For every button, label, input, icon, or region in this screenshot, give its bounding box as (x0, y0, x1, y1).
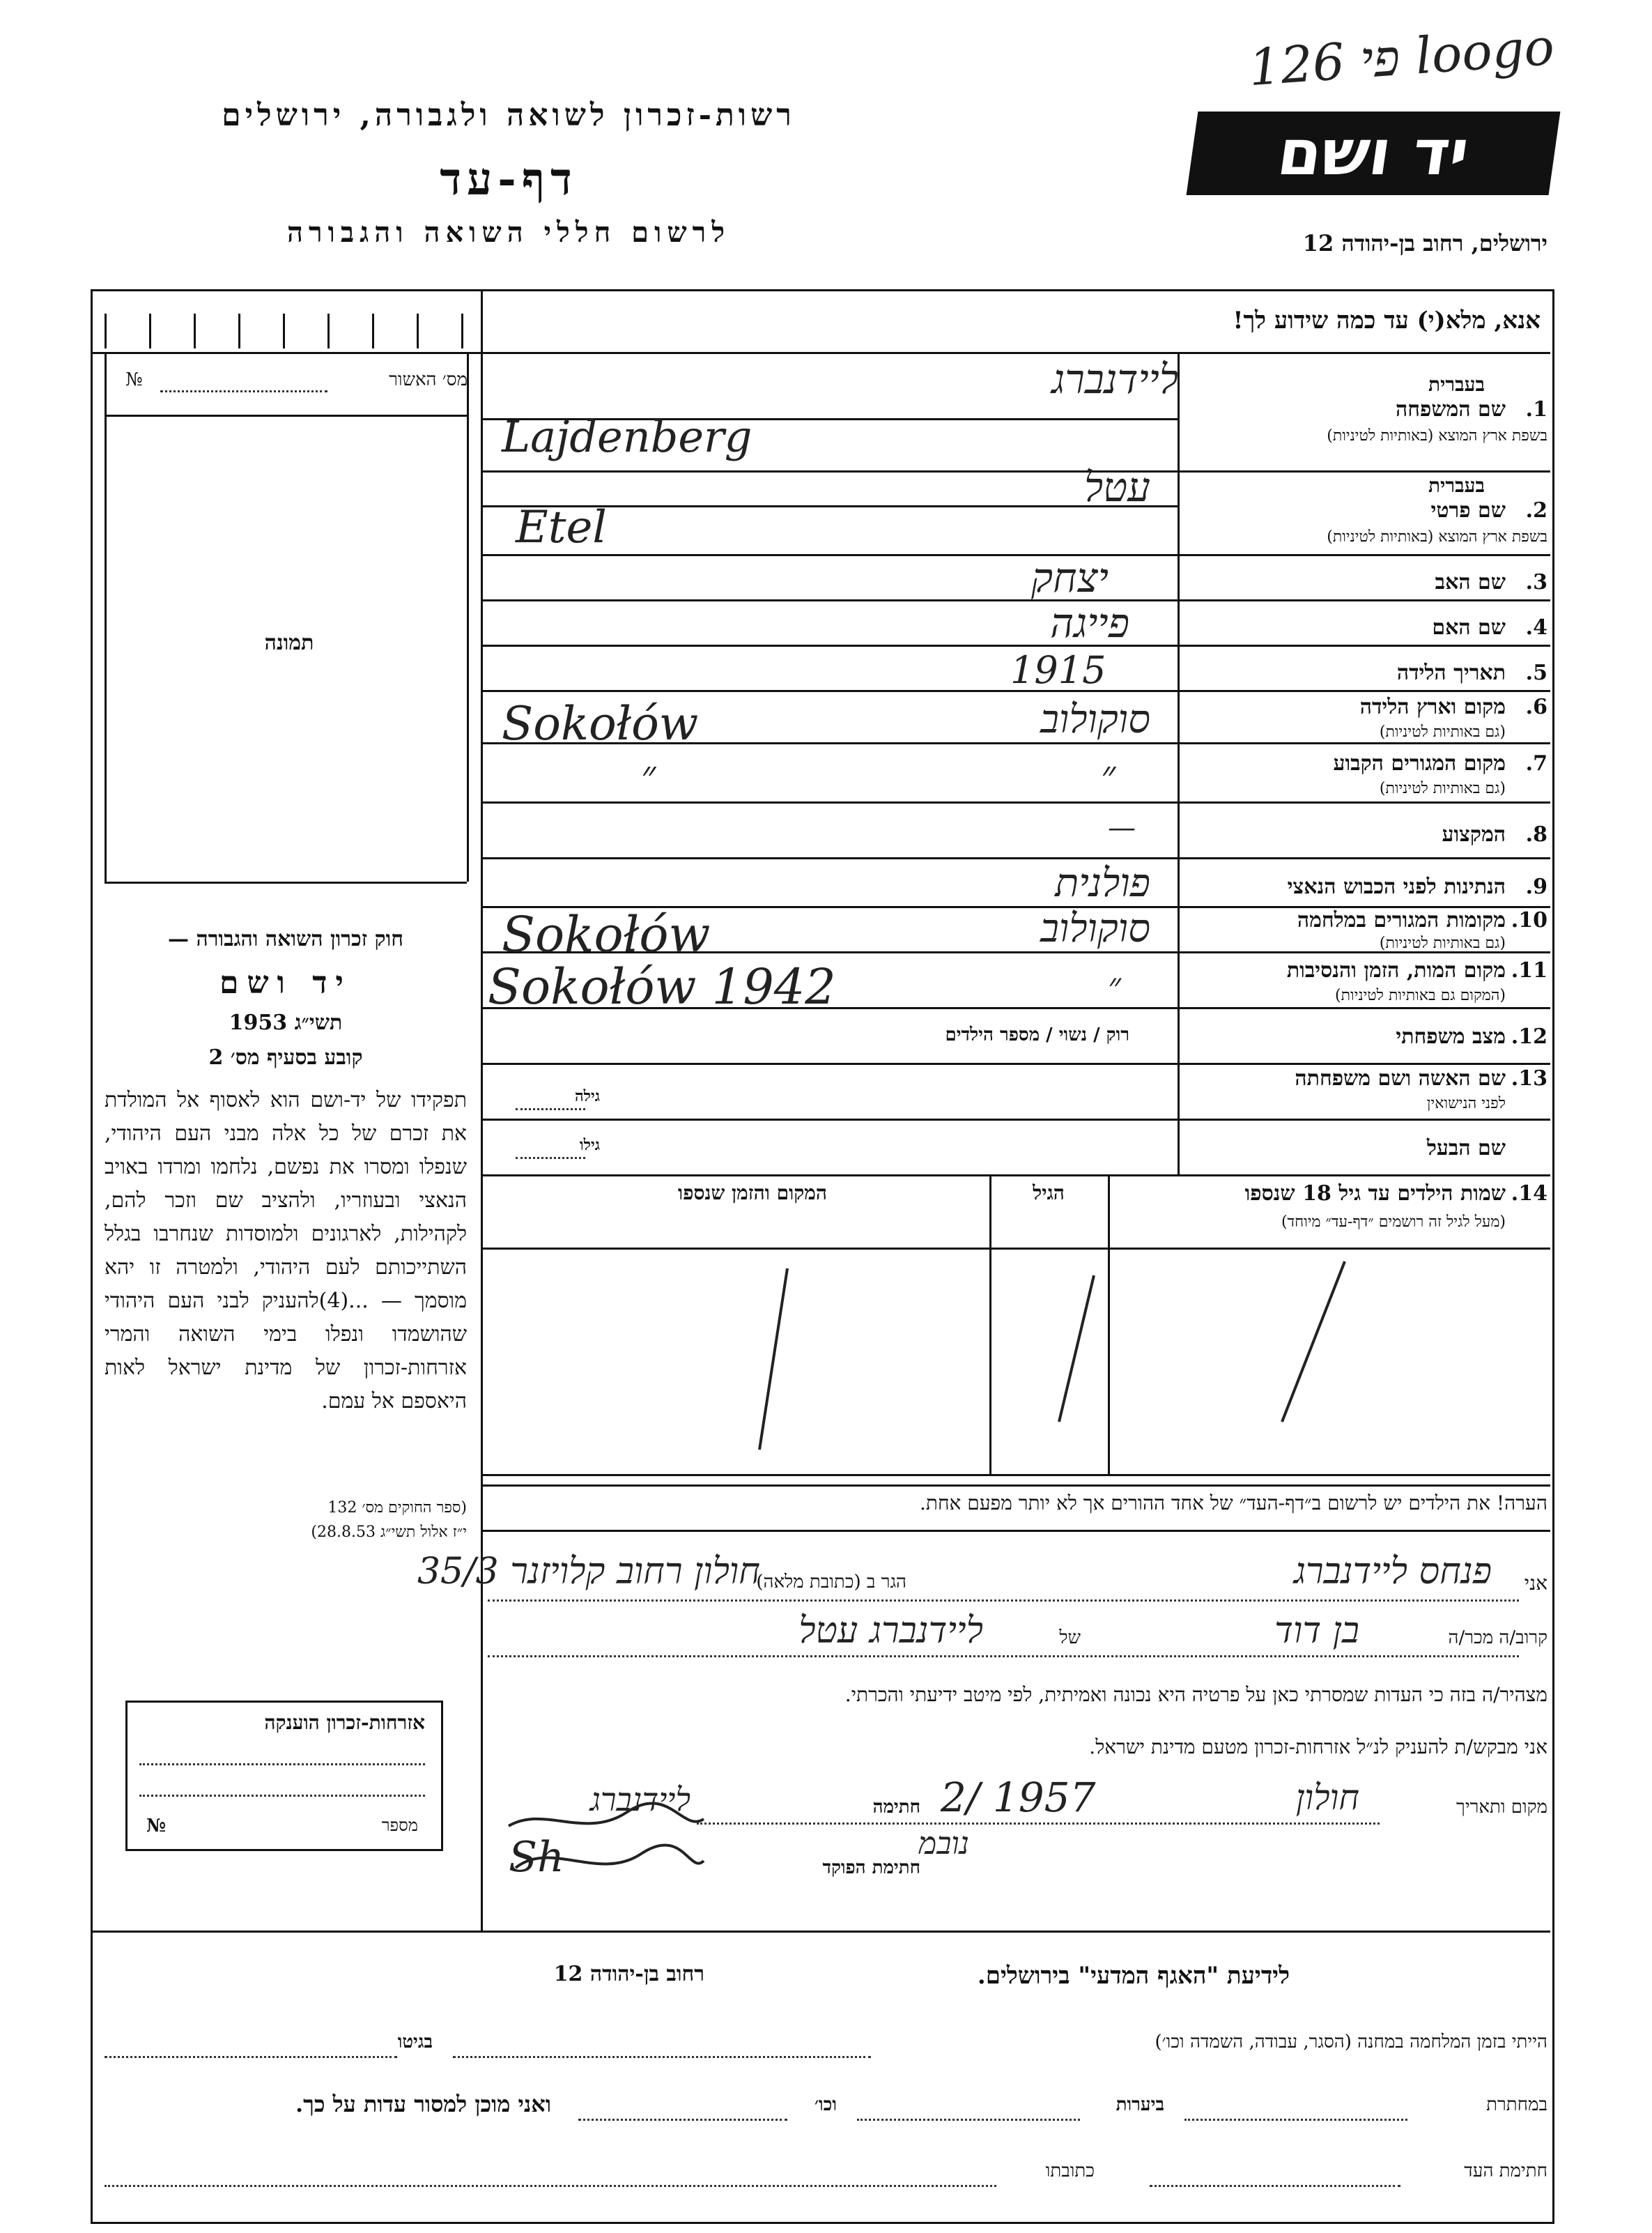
field-5-value: 1915 (1010, 648, 1106, 692)
field-9-label: הנתינות לפני הכבוש הנאצי (1287, 875, 1506, 899)
decl-of-value: ליידנברג עטל (798, 1610, 983, 1652)
top-note: פי 126 loogo (1246, 17, 1557, 98)
row-line (481, 645, 1550, 647)
decl-place-value: חולון (1295, 1777, 1359, 1818)
row-line (481, 1484, 1550, 1487)
certificate-title: אזרחות-זכרון הוענקה (264, 1711, 425, 1734)
law-ref-2: י״ז אלול תשי״ג 28.8.53) (311, 1524, 467, 1541)
row-line (481, 1474, 1550, 1476)
record-label: מס׳ האשור (389, 369, 468, 390)
row-line (481, 554, 1550, 556)
field-6-sub: (גם באותיות לטיניות) (1379, 723, 1506, 741)
cert-dots (139, 1763, 425, 1765)
signature-scribble (502, 1798, 711, 1889)
record-no: № (125, 369, 143, 390)
field-11-num: 11. (1511, 958, 1547, 983)
field-1-value-latin: Lajdenberg (502, 411, 752, 462)
footer-line2-d: ואני מוכן למסור עדות על כך. (295, 2091, 551, 2117)
law-year: תשי״ג 1953 (229, 1011, 343, 1035)
decl-clerk-signature: Sh (509, 1833, 564, 1882)
footer-line2-c: וכו׳ (814, 2094, 837, 2115)
field-4-value: פייגה (1050, 599, 1129, 647)
divider (105, 415, 467, 417)
field-12-num: 12. (1511, 1025, 1547, 1049)
field-11-value-latin: Sokołów 1942 (488, 958, 836, 1015)
cert-no-label: מספר (381, 1816, 418, 1835)
cert-dots (139, 1795, 425, 1797)
decl-request: אני מבקש/ת להעניק לנ״ל אזרחות-זכרון מטעם מדינת ישראל. (1089, 1735, 1547, 1758)
form-title: דף-עד (440, 153, 578, 206)
record-dots (160, 390, 327, 392)
field-5-num: 5. (1525, 661, 1547, 685)
age-wife-dots (516, 1108, 585, 1110)
yad-vashem-logo (1187, 112, 1561, 195)
field-13-age: גילה (575, 1087, 600, 1105)
field-2-value-he: עטל (1084, 463, 1150, 511)
footer-line2-a: במחתרת (1486, 2094, 1547, 2115)
row-line (481, 1174, 1550, 1176)
field-3-value: יצחק (1031, 554, 1109, 601)
row-line (481, 857, 1550, 859)
field-7-value-latin: ״ (641, 753, 656, 798)
footer-title: לידיעת "האגף המדעי" בירושלים. (977, 1962, 1290, 1990)
strike-marks (481, 1248, 1550, 1474)
photo-frame-right (467, 352, 469, 882)
field-13-num: 13. (1511, 1066, 1547, 1091)
law-ref-1: (ספר החוקים מס׳ 132 (327, 1499, 467, 1517)
footer-line1-b: בגיטו (397, 2032, 433, 2052)
field-4-label: שם האם (1432, 615, 1506, 640)
photo-label: תמונה (264, 631, 314, 655)
row-line (481, 801, 1550, 804)
strike-names (1282, 1261, 1345, 1422)
age-col-header: הגיל (1033, 1181, 1065, 1204)
footer-dots (105, 2185, 996, 2187)
footer-dots (453, 2056, 871, 2058)
footer-line1-a: הייתי בזמן המלחמה במחנה (הסגר, עבודה, השמדה וכו׳) (1155, 2032, 1547, 2052)
law-text: תפקידו של יד-ושם הוא לאסוף אל המולדת את זכרם של כל אלה מבני העם היהודי, שנפלו ומסרו את נפשם, נלחמו ומרדו באויב הנאצי ובעוזריו, ולהציב שם וזכר להם, לקהילות, לארגונים ולמוסדות שנחרבו בגלל השתייכותם לעם היהודי, ולמטרה זו יהא מוסמך — ...(4)להעניק לבני העם היהודי שהושמדו ונפלו בימי השואה והמרי אזרחות-זכרון של מדינת ישראל לאות היאספם אל עמם. (105, 1088, 468, 1413)
field-6-label: מקום וארץ הלידה (1359, 695, 1506, 719)
logo-text: יד ושם (1273, 116, 1474, 190)
decl-resident-label: הגר ב (כתובת מלאה) (756, 1572, 906, 1593)
field-14-sub: (מעל לגיל זה רושמים ״דף-עד״ מיוחד) (1281, 1213, 1506, 1231)
field-7-value-he: ״ (1101, 753, 1116, 798)
field-7-label: מקום המגורים הקבוע (1333, 751, 1506, 776)
field-1-label: שם המשפחה (1395, 397, 1506, 422)
decl-i-label: אני (1524, 1572, 1547, 1595)
field-10-value-latin: Sokołów (502, 906, 711, 963)
sidebar-divider (481, 289, 483, 1931)
form-subtitle: לרשום חללי השואה והגבורה (286, 216, 731, 249)
tick-row (105, 314, 467, 348)
decl-place-date-label: מקום ותאריך (1456, 1797, 1547, 1818)
decl-relative-value: בן דוד (1274, 1610, 1359, 1652)
row-line (481, 599, 1550, 601)
field-2-sub: בשפת ארץ המוצא (באותיות לטיניות) (1327, 528, 1547, 546)
field-4-num: 4. (1525, 615, 1547, 640)
footer-line3-a: חתימת העד (1464, 2161, 1547, 2181)
footer-dots (105, 2056, 397, 2058)
org-name: רשות-זכרון לשואה ולגבורה, ירושלים (222, 98, 796, 133)
field-10-label: מקומות המגורים במלחמה (1297, 908, 1506, 933)
field-12-options: רוק / נשוי / מספר הילדים (945, 1025, 1129, 1045)
husband-label: שם הבעל (1426, 1136, 1506, 1160)
field-10-value-he: סוקולוב (1040, 906, 1150, 951)
field-14-label: שמות הילדים עד גיל 18 שנספו (1244, 1181, 1506, 1206)
decl-resident-value: חולון רחוב קלויזנר 35/3 (417, 1551, 760, 1593)
strike-age (1059, 1275, 1094, 1422)
field-2-num: 2. (1525, 498, 1547, 523)
field-3-label: שם האב (1435, 570, 1506, 594)
field-8-num: 8. (1525, 822, 1547, 847)
decl-signature-label: חתימה (872, 1797, 920, 1818)
decl-dots (697, 1823, 1380, 1825)
note-text: הערה! את הילדים יש לרשום ב״דף-העד״ של אחד ההורים אך לא יותר מפעם אחת. (919, 1491, 1547, 1514)
footer-address: רחוב בן-יהודה 12 (553, 1962, 704, 1986)
footer-line3-b: כתובתו (1045, 2161, 1095, 2181)
decl-dots (488, 1599, 1519, 1602)
label-column-divider (1178, 352, 1180, 1174)
decl-i-value: פנחס ליידנברג (1293, 1551, 1492, 1593)
field-7-sub: (גם באותיות לטיניות) (1379, 780, 1506, 797)
field-6-value-latin: Sokołów (502, 697, 699, 751)
field-1-sub: בשפת ארץ המוצא (באותיות לטיניות) (1327, 427, 1547, 445)
field-2-label: שם פרטי (1430, 498, 1506, 523)
field-1-hebrew: בעברית (1428, 373, 1485, 396)
field-11-value-he: ״ (1108, 965, 1121, 1006)
field-12-label: מצב משפחתי (1396, 1025, 1506, 1049)
footer-dots (1184, 2119, 1407, 2121)
age-husband-dots (516, 1157, 585, 1159)
place-col-header: המקום והזמן שנספו (678, 1181, 827, 1204)
law-clause: קובע בסעיף מס׳ 2 (208, 1045, 363, 1070)
footer-dots (1150, 2185, 1400, 2187)
decl-of-label: של (1059, 1627, 1081, 1648)
field-7-num: 7. (1525, 751, 1547, 776)
divider (481, 352, 1550, 354)
field-5-label: תאריך הלידה (1396, 661, 1506, 685)
scribble-stroke (509, 1803, 704, 1868)
decl-date-value: 2/ 1957 (941, 1774, 1096, 1821)
law-name: יד ושם (219, 965, 352, 1001)
row-line (481, 1063, 1550, 1065)
decl-clerk-label: חתימת הפוקד (822, 1857, 920, 1878)
decl-relative-label: קרוב/ה מכר/ה (1448, 1627, 1547, 1648)
footer-divider (91, 1931, 1550, 1933)
footer-dots (857, 2119, 1080, 2121)
footer-line2-b: ביערות (1116, 2094, 1164, 2115)
field-10-sub: (גם באותיות לטיניות) (1379, 935, 1506, 952)
divider (481, 1530, 1550, 1532)
law-title: חוק זכרון השואה והגבורה — (168, 927, 403, 951)
field-14-num: 14. (1511, 1181, 1547, 1206)
field-10-num: 10. (1511, 908, 1547, 933)
divider (91, 352, 481, 354)
photo-frame-left (105, 352, 107, 882)
photo-frame-bottom (105, 882, 467, 884)
decl-date-month: נובמ (918, 1826, 969, 1862)
header-address: ירושלים, רחוב בן-יהודה 12 (1302, 230, 1547, 256)
field-8-value: — (1108, 812, 1136, 844)
field-11-sub: (המקום גם באותיות לטיניות) (1335, 987, 1506, 1004)
field-11-label: מקום המות, הזמן והנסיבות (1286, 958, 1506, 983)
intro-text: אנא, מלא(י) עד כמה שידוע לך! (1233, 307, 1541, 335)
field-1-num: 1. (1525, 397, 1547, 422)
field-9-value: פולנית (1055, 861, 1150, 906)
row-line (481, 1119, 1550, 1121)
field-6-value-he: סוקולוב (1040, 697, 1150, 742)
cert-no: № (146, 1816, 167, 1836)
field-1-value-he: ליידנברג (1051, 355, 1178, 403)
field-2-value-latin: Etel (516, 502, 607, 553)
field-13-label: שם האשה ושם משפחתה (1295, 1066, 1506, 1091)
decl-signature: ליידנברג (589, 1781, 690, 1818)
field-2-hebrew: בעברית (1428, 474, 1485, 497)
row-line (481, 470, 1550, 473)
field-6-num: 6. (1525, 695, 1547, 719)
husband-age: גילו (580, 1136, 600, 1154)
field-3-num: 3. (1525, 570, 1547, 594)
footer-dots (578, 2119, 787, 2121)
field-8-label: המקצוע (1442, 822, 1506, 847)
decl-statement: מצהיר/ה בזה כי העדות שמסרתי כאן על פרטיה היא נכונה ואמיתית, לפי מיטב ידיעתי והכרתי. (844, 1683, 1547, 1706)
strike-place (759, 1268, 787, 1450)
field-9-num: 9. (1525, 875, 1547, 899)
decl-dots (488, 1655, 1519, 1657)
field-13-sub: לפני הנישואין (1426, 1095, 1506, 1112)
